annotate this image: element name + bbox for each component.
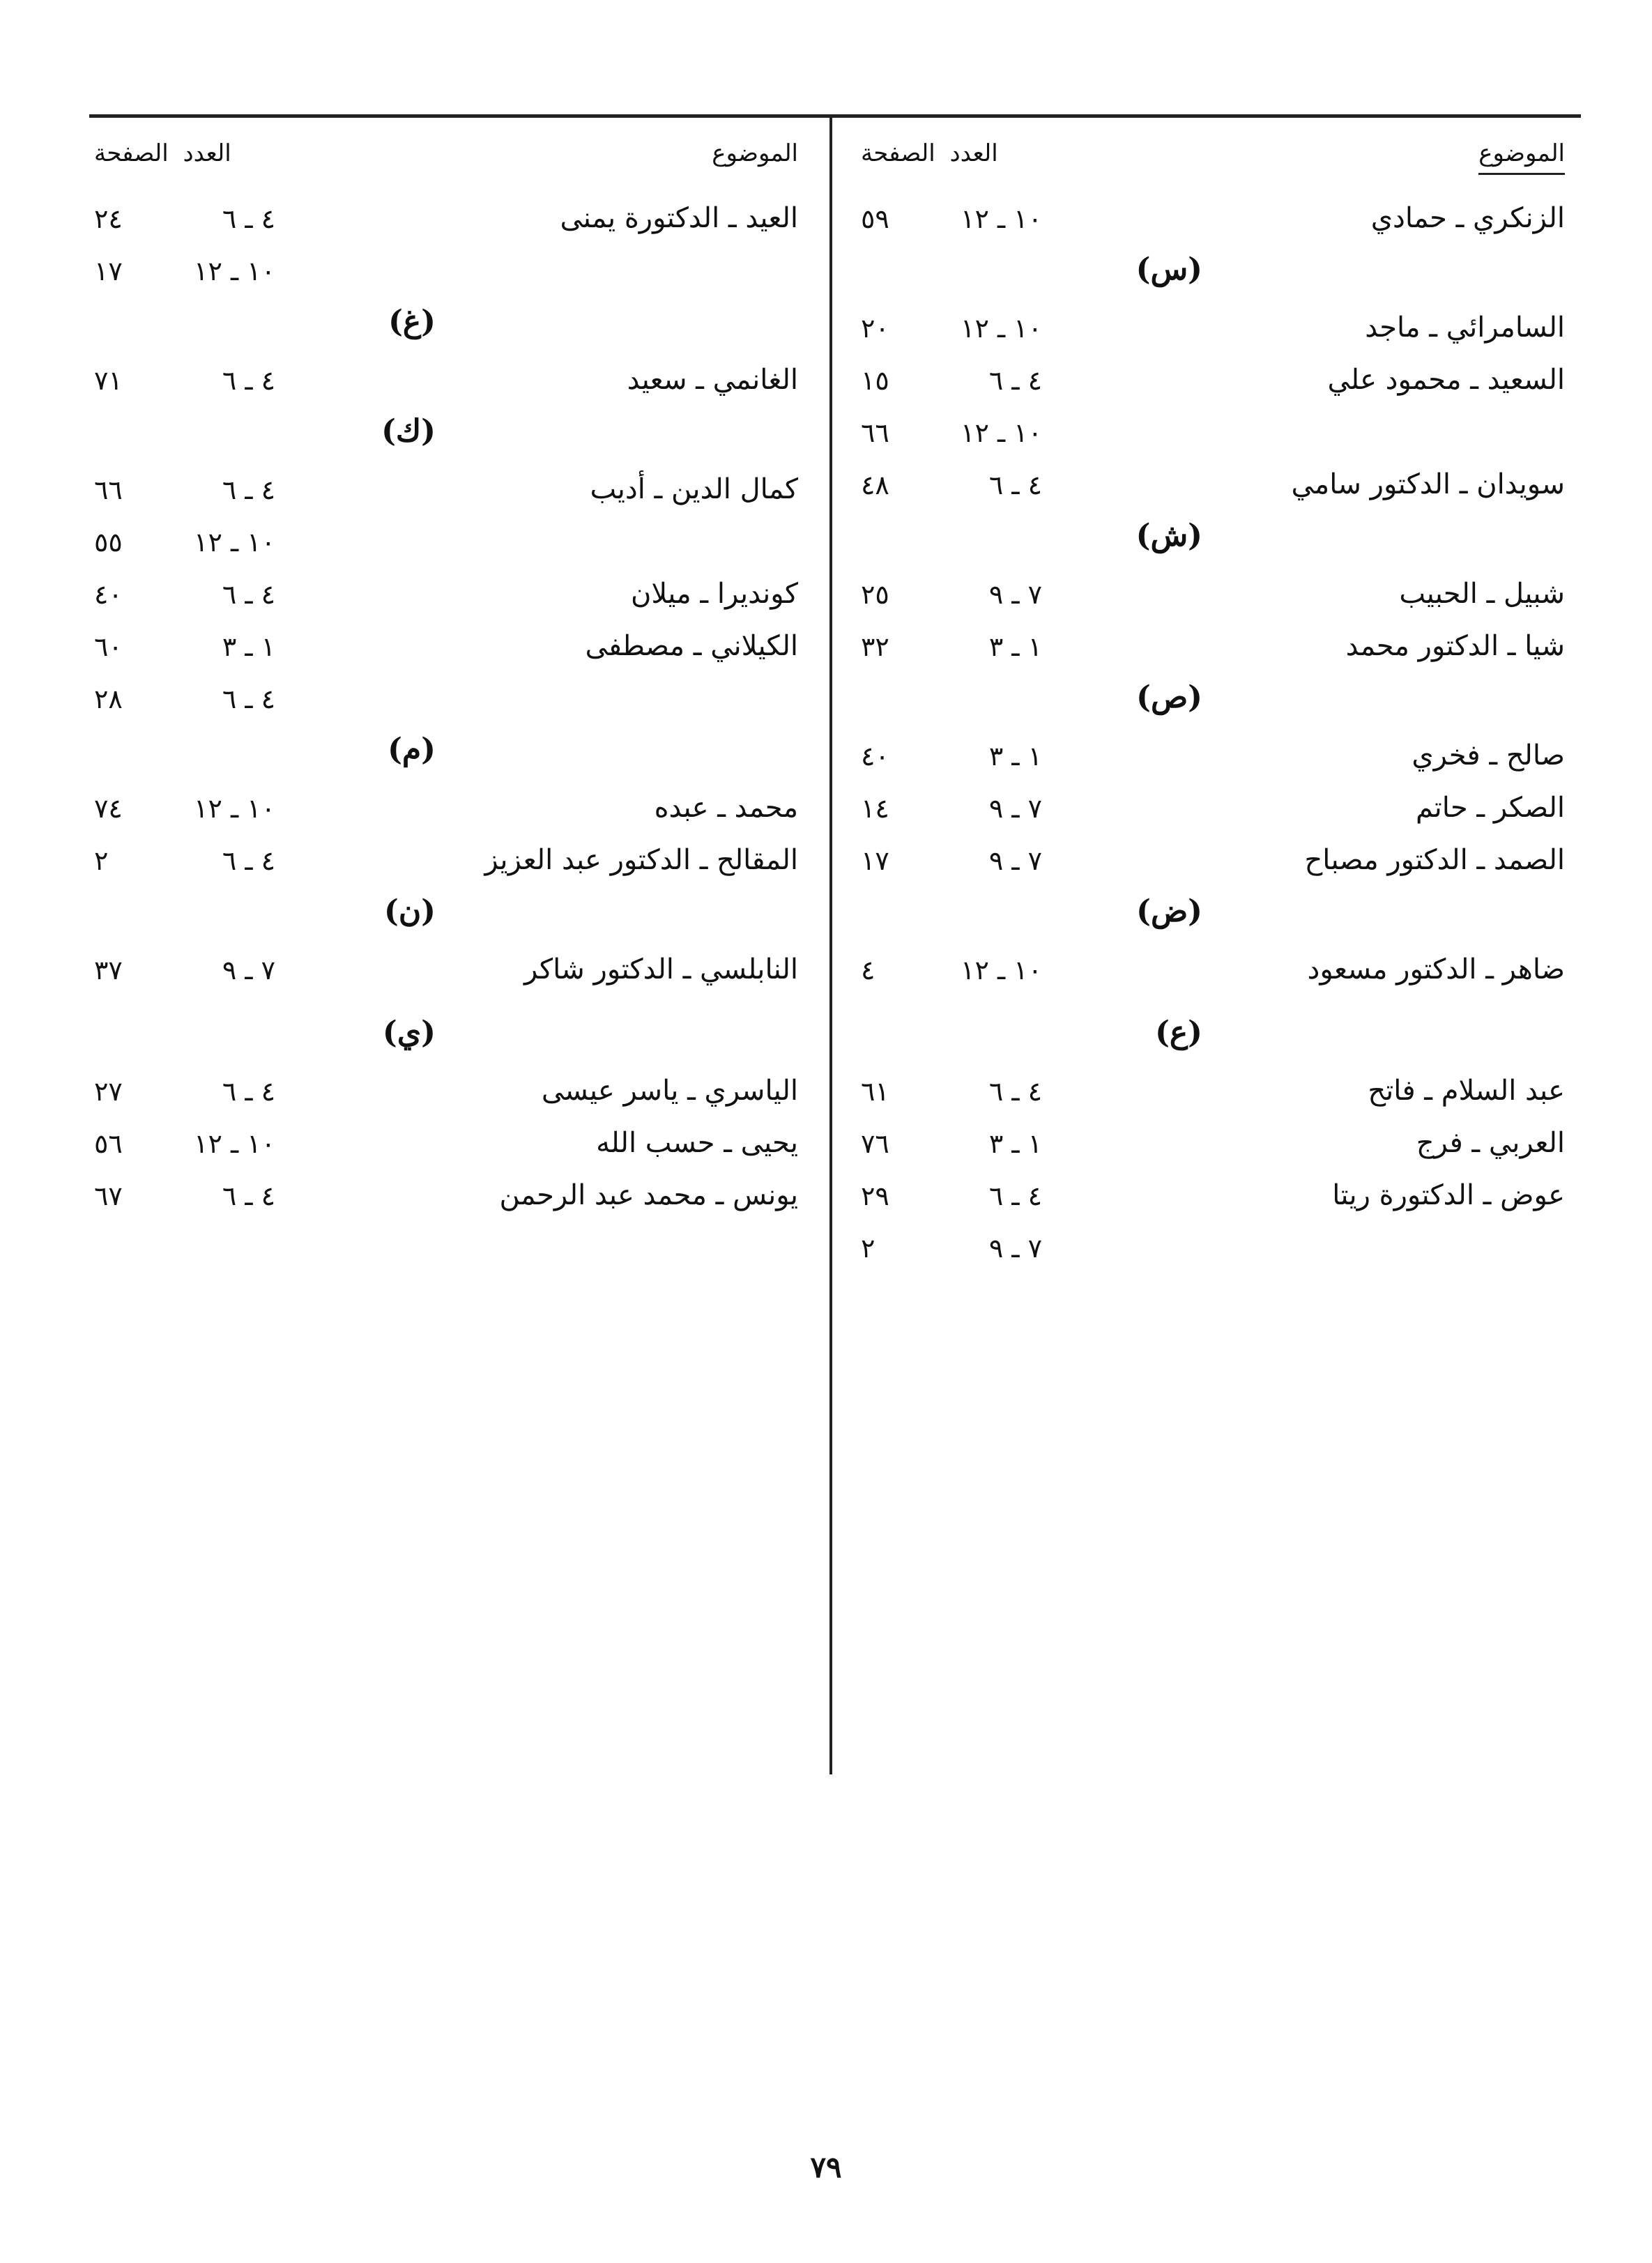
entry-numbers: [861, 1076, 1042, 1115]
page-number: ٦١: [861, 1076, 889, 1107]
page-number: ٦٦: [94, 475, 123, 505]
page-number: ٥٦: [94, 1128, 123, 1159]
index-entry: [861, 409, 1565, 461]
page-number: ٤٠: [861, 741, 889, 772]
page-number: ٢٨: [94, 684, 123, 714]
index-entry: [94, 837, 798, 889]
index-entry: [94, 1172, 798, 1225]
page-footer-number: ٧٩: [810, 2150, 842, 2184]
page-number: ٢٧: [94, 1076, 123, 1107]
page-number: ٣٢: [861, 631, 889, 662]
letter-heading-text: (ك): [381, 413, 436, 449]
index-entry: [861, 1172, 1565, 1225]
index-entry: [861, 1068, 1565, 1120]
letter-heading-text: (ش): [1135, 518, 1202, 553]
letter-heading-text: (ض): [1136, 893, 1202, 929]
entry-numbers: [861, 1128, 1042, 1167]
entry-topic: يونس ـ محمد عبد الرحمن: [499, 1179, 798, 1211]
letter-heading: [861, 1011, 1565, 1068]
index-entry: [94, 1120, 798, 1172]
issue-range: ١٠ ـ ١٢: [961, 417, 1042, 448]
letter-heading-text: (ع): [1155, 1015, 1202, 1050]
entry-topic: محمد ـ عبده: [654, 792, 798, 824]
page-number: ٤٨: [861, 470, 889, 500]
letter-heading-text: (غ): [388, 304, 436, 339]
entry-topic: سويدان ـ الدكتور سامي: [1291, 468, 1565, 500]
index-column-left: [94, 132, 798, 1225]
issue-range: ١٠ ـ ١٢: [194, 527, 275, 558]
issue-range: ١٠ ـ ١٢: [961, 955, 1042, 985]
index-entry: [861, 305, 1565, 357]
page-number: ٤٠: [94, 579, 123, 610]
page-number: ٦٠: [94, 631, 123, 662]
column-header-right: [861, 132, 1565, 195]
index-entry: [861, 946, 1565, 1011]
entry-numbers: [94, 631, 275, 670]
index-rows-left: [94, 195, 798, 1225]
entry-numbers: [94, 955, 275, 994]
issue-range: ٧ ـ ٩: [988, 579, 1042, 610]
issue-range: ١ ـ ٣: [988, 631, 1042, 662]
issue-range: ٤ ـ ٦: [222, 1181, 275, 1211]
entry-numbers: [94, 475, 275, 514]
entry-numbers: [861, 1233, 1042, 1272]
issue-range: ١ ـ ٣: [988, 741, 1042, 772]
page-number: ١٥: [861, 365, 889, 396]
entry-numbers: [94, 527, 275, 566]
page-number: ٥٥: [94, 527, 123, 558]
issue-range: ١٠ ـ ١٢: [961, 204, 1042, 234]
entry-topic: النابلسي ـ الدكتور شاكر: [523, 953, 798, 985]
entry-numbers: [861, 1181, 1042, 1220]
top-rule: [89, 114, 1581, 118]
issue-range: ٧ ـ ٩: [988, 1233, 1042, 1264]
issue-range: ١٠ ـ ١٢: [194, 793, 275, 824]
entry-topic: العيد ـ الدكتورة يمنى: [560, 202, 798, 234]
index-entry: [861, 195, 1565, 247]
index-entry: [861, 785, 1565, 837]
entry-numbers: [94, 1181, 275, 1220]
entry-numbers: [861, 204, 1042, 243]
entry-topic: السعيد ـ محمود علي: [1327, 364, 1565, 396]
entry-topic: كونديرا ـ ميلان: [630, 578, 798, 610]
entry-numbers: [861, 845, 1042, 884]
page-number: ٧٦: [861, 1128, 889, 1159]
index-column-right: [861, 132, 1565, 1277]
entry-topic: عبد السلام ـ فاتح: [1368, 1075, 1565, 1107]
index-entry: [861, 732, 1565, 785]
issue-range: ٤ ـ ٦: [222, 684, 275, 714]
entry-numbers: [94, 579, 275, 618]
entry-numbers: [94, 1128, 275, 1167]
page-number: ٤: [861, 955, 875, 985]
entry-topic: شيا ـ الدكتور محمد: [1345, 630, 1565, 662]
entry-numbers: [861, 470, 1042, 509]
page-number: ٢: [861, 1233, 875, 1264]
entry-numbers: [861, 955, 1042, 994]
entry-topic: السامرائي ـ ماجد: [1365, 312, 1565, 344]
entry-topic: المقالح ـ الدكتور عبد العزيز: [484, 844, 798, 876]
entry-topic: شبيل ـ الحبيب: [1399, 578, 1565, 610]
issue-range: ١٠ ـ ١٢: [961, 313, 1042, 344]
index-entry: [94, 357, 798, 409]
entry-topic: عوض ـ الدكتورة ريتا: [1332, 1179, 1565, 1211]
index-entry: [94, 623, 798, 675]
entry-numbers: [861, 417, 1042, 457]
index-entry: [94, 1068, 798, 1120]
entry-topic: ضاهر ـ الدكتور مسعود: [1307, 953, 1565, 985]
issue-range: ٤ ـ ٦: [222, 204, 275, 234]
entry-numbers: [94, 845, 275, 884]
index-entry: [94, 519, 798, 571]
entry-numbers: [94, 204, 275, 243]
entry-numbers: [94, 256, 275, 295]
index-entry: [94, 946, 798, 1011]
letter-heading-text: (ن): [384, 893, 436, 929]
issue-range: ٤ ـ ٦: [988, 1076, 1042, 1107]
entry-numbers: [861, 313, 1042, 352]
letter-heading: [861, 514, 1565, 571]
pages-header: العدد الصفحة: [94, 139, 231, 167]
letter-heading: [861, 675, 1565, 732]
page-number: ٧١: [94, 365, 123, 396]
pages-header: العدد الصفحة: [861, 139, 998, 167]
entry-numbers: [94, 365, 275, 404]
entry-numbers: [861, 365, 1042, 404]
page-number: ٥٩: [861, 204, 889, 234]
letter-heading: [94, 300, 798, 357]
page-number: ٦٦: [861, 417, 889, 448]
letter-heading-text: (م): [388, 732, 436, 767]
letter-heading: [94, 889, 798, 946]
page-number: ٢٥: [861, 579, 889, 610]
index-entry: [94, 675, 798, 728]
topic-header: الموضوع: [712, 139, 798, 167]
letter-heading-text: (ي): [382, 1015, 436, 1050]
index-entry: [94, 195, 798, 247]
issue-range: ٤ ـ ٦: [988, 1181, 1042, 1211]
index-entry: [861, 1225, 1565, 1277]
entry-topic: الياسري ـ ياسر عيسى: [541, 1075, 798, 1107]
index-entry: [861, 623, 1565, 675]
index-entry: [861, 837, 1565, 889]
page-number: ١٧: [861, 845, 889, 876]
column-header-left: [94, 132, 798, 195]
issue-range: ٤ ـ ٦: [988, 365, 1042, 396]
index-rows-right: [861, 195, 1565, 1277]
letter-heading-text: (س): [1135, 252, 1202, 287]
page-number: ١٤: [861, 793, 889, 824]
entry-topic: صالح ـ فخري: [1412, 739, 1565, 772]
issue-range: ٤ ـ ٦: [222, 579, 275, 610]
topic-header: الموضوع: [1478, 139, 1565, 175]
page-number: ٦٧: [94, 1181, 123, 1211]
entry-numbers: [861, 793, 1042, 832]
entry-topic: كمال الدين ـ أديب: [590, 473, 798, 505]
issue-range: ٤ ـ ٦: [222, 475, 275, 505]
index-entry: [94, 247, 798, 300]
index-entry: [861, 1120, 1565, 1172]
issue-range: ٤ ـ ٦: [222, 845, 275, 876]
issue-range: ٤ ـ ٦: [222, 365, 275, 396]
index-entry: [94, 785, 798, 837]
letter-heading: [94, 1011, 798, 1068]
page-number: ٢: [94, 845, 109, 876]
column-divider: [829, 116, 832, 1774]
entry-numbers: [861, 741, 1042, 780]
entry-numbers: [94, 793, 275, 832]
index-entry: [861, 571, 1565, 623]
letter-heading: [861, 247, 1565, 305]
issue-range: ١٠ ـ ١٢: [194, 1128, 275, 1159]
entry-topic: العربي ـ فرج: [1416, 1127, 1565, 1159]
issue-range: ٧ ـ ٩: [222, 955, 275, 985]
entry-topic: الكيلاني ـ مصطفى: [585, 630, 798, 662]
entry-topic: الزنكري ـ حمادي: [1370, 202, 1565, 234]
issue-range: ٤ ـ ٦: [222, 1076, 275, 1107]
page-number: ٢٤: [94, 204, 123, 234]
index-entry: [94, 466, 798, 519]
index-entry: [94, 571, 798, 623]
letter-heading: [861, 889, 1565, 946]
issue-range: ١ ـ ٣: [222, 631, 275, 662]
page-number: ٢٠: [861, 313, 889, 344]
entry-numbers: [94, 1076, 275, 1115]
page-number: ١٧: [94, 256, 123, 286]
page-number: ٢٩: [861, 1181, 889, 1211]
issue-range: ١٠ ـ ١٢: [194, 256, 275, 286]
entry-topic: الغانمي ـ سعيد: [627, 364, 798, 396]
page-number: ٧٤: [94, 793, 123, 824]
letter-heading: [94, 728, 798, 785]
index-entry: [861, 357, 1565, 409]
entry-numbers: [861, 631, 1042, 670]
entry-numbers: [94, 684, 275, 723]
issue-range: ٧ ـ ٩: [988, 845, 1042, 876]
letter-heading: [94, 409, 798, 466]
letter-heading-text: (ص): [1136, 680, 1202, 715]
entry-topic: يحيى ـ حسب الله: [596, 1127, 798, 1159]
entry-topic: الصكر ـ حاتم: [1416, 792, 1565, 824]
entry-topic: الصمد ـ الدكتور مصباح: [1304, 844, 1565, 876]
issue-range: ٤ ـ ٦: [988, 470, 1042, 500]
issue-range: ١ ـ ٣: [988, 1128, 1042, 1159]
issue-range: ٧ ـ ٩: [988, 793, 1042, 824]
page-number: ٣٧: [94, 955, 123, 985]
index-entry: [861, 461, 1565, 514]
entry-numbers: [861, 579, 1042, 618]
